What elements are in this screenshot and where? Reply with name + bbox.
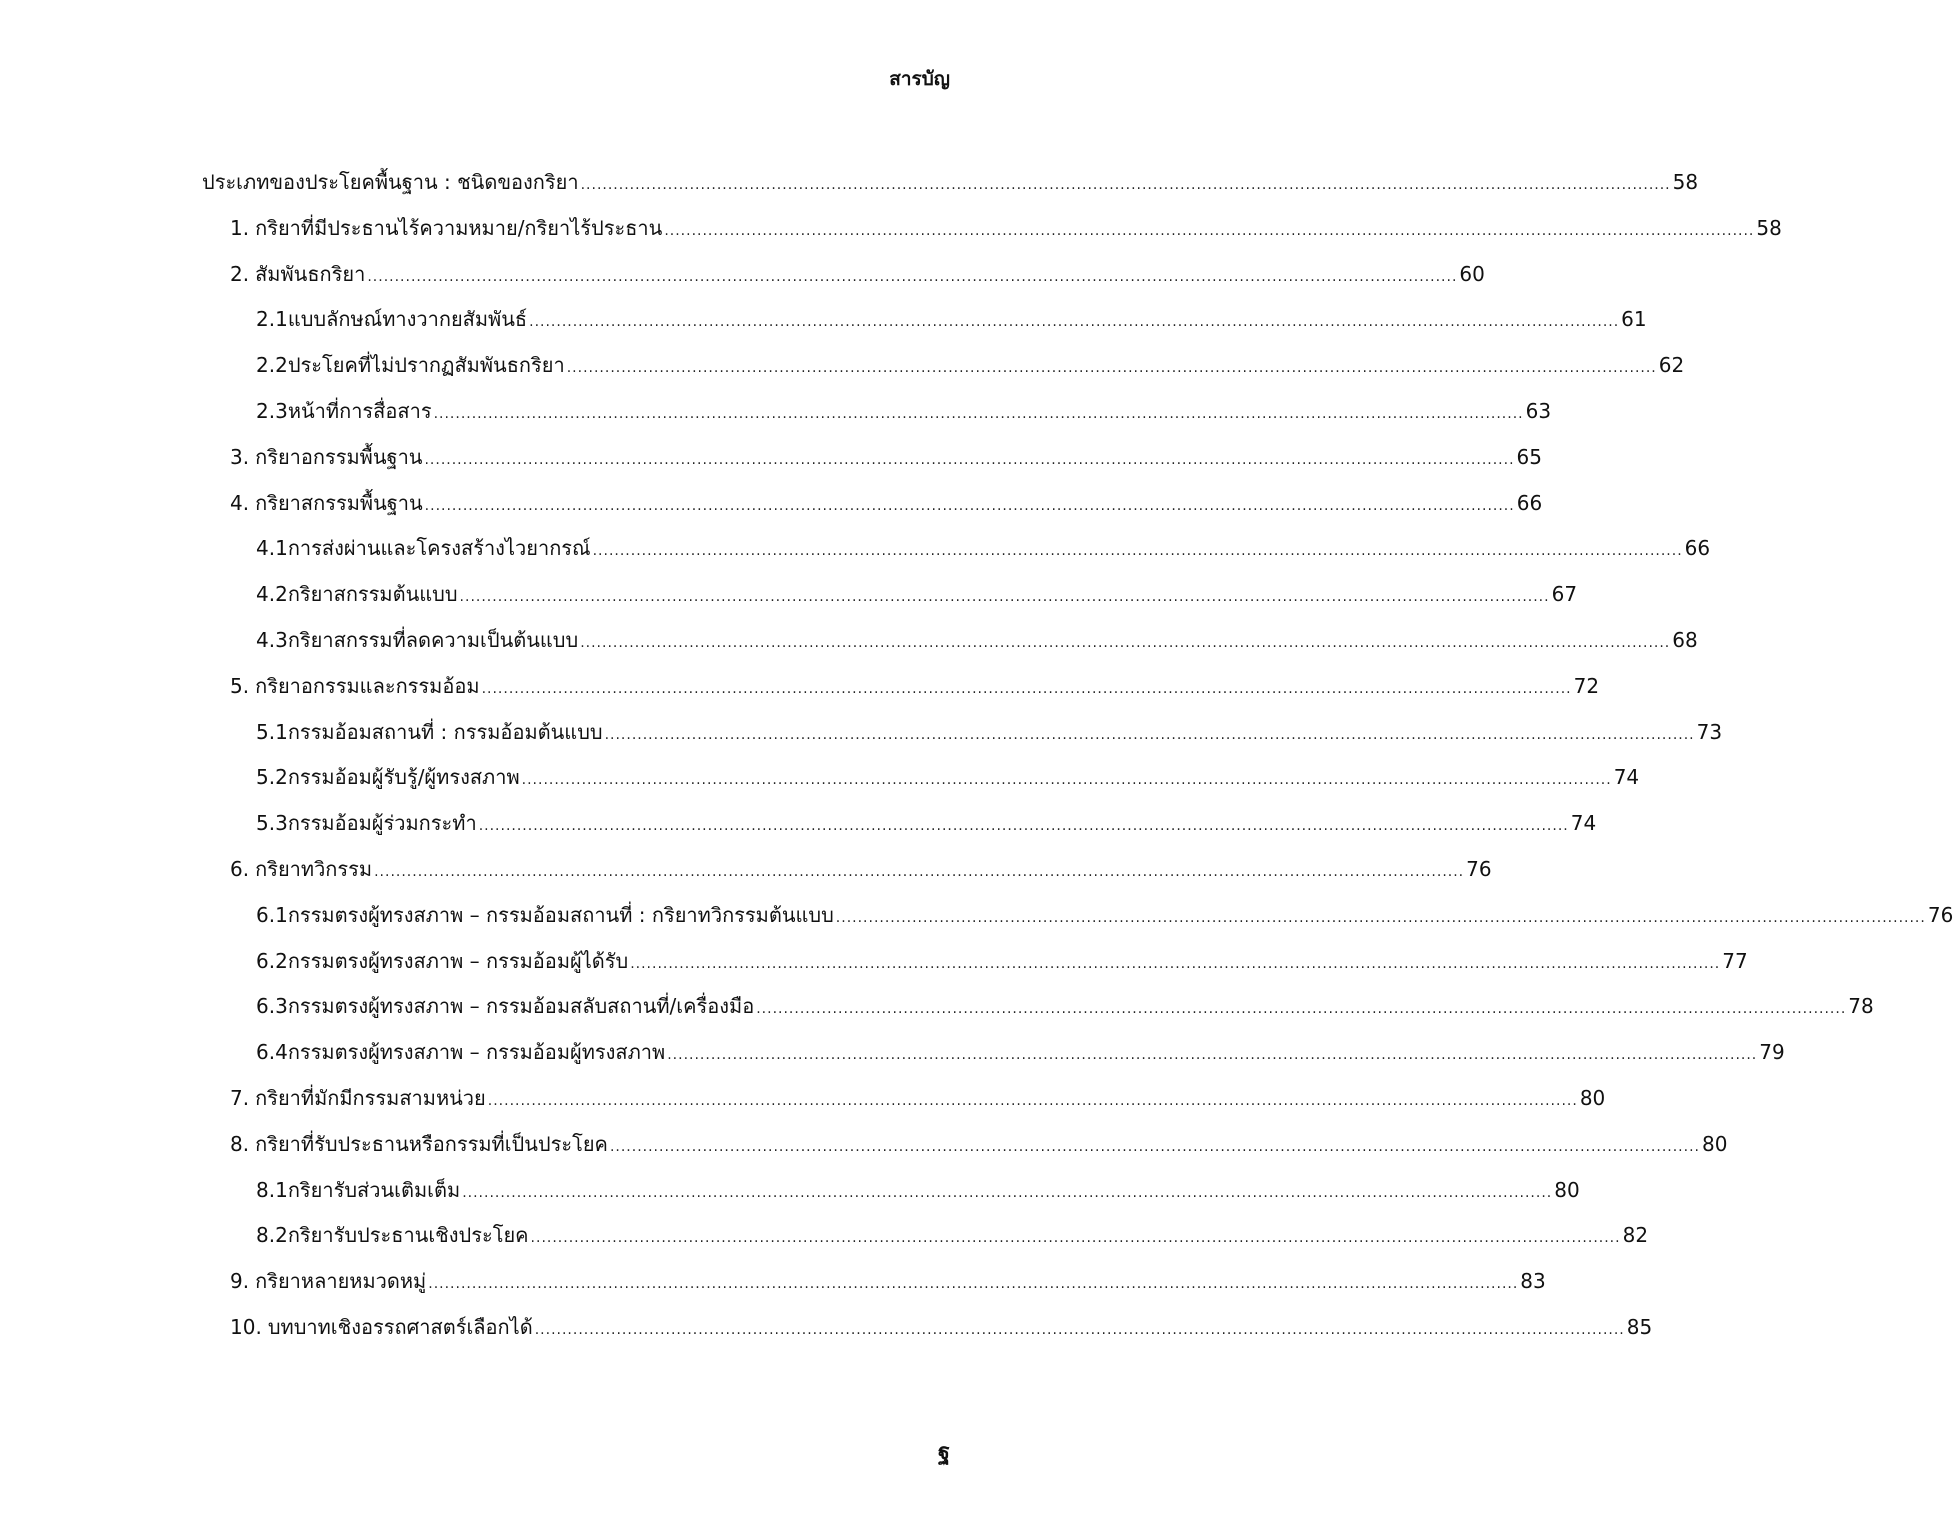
toc-leader-dots: ........................................................................................................................................................................................................	[664, 223, 1755, 239]
toc-entry[interactable]	[230, 483, 1543, 523]
toc-leader-dots: ........................................................................................................................................................................................................	[459, 589, 1550, 605]
toc-entry-page: 58	[1672, 170, 1699, 194]
toc-entry-number: 2.	[230, 262, 250, 286]
toc-leader-dots: ........................................................................................................................................................................................................	[487, 1093, 1578, 1109]
toc-entry-page: 72	[1573, 674, 1600, 698]
toc-entry-title: กรรมตรงผู้ทรงสภาพ – กรรมอ้อมสลับสถานที่/เครื่องมือ	[287, 994, 755, 1018]
toc-entry-page: 76	[1466, 857, 1492, 881]
toc-leader-dots: ........................................................................................................................................................................................................	[580, 635, 1671, 651]
toc-entry-page: 78	[1848, 994, 1874, 1018]
toc-leader-dots: ........................................................................................................................................................................................................	[521, 772, 1612, 788]
toc-entry[interactable]	[230, 666, 1600, 706]
toc-entry-number: 8.2	[256, 1223, 288, 1247]
toc-leader-dots: ........................................................................................................................................................................................................	[367, 269, 1458, 285]
toc-entry-number: 5.2	[256, 765, 288, 789]
toc-entry-page: 65	[1516, 445, 1542, 469]
toc-entry-title: กริยารับส่วนเติมเต็ม	[287, 1178, 461, 1202]
toc-entry-number: 7.	[230, 1086, 250, 1110]
toc-entry-title: กริยาทวิกรรม	[255, 857, 373, 881]
toc-leader-dots: ........................................................................................................................................................................................................	[566, 360, 1657, 376]
toc-entry-page: 80	[1579, 1086, 1606, 1110]
toc-entry-number: 2.1	[256, 307, 288, 331]
toc-entry[interactable]	[230, 1307, 1653, 1347]
toc-entry[interactable]	[256, 895, 1953, 935]
toc-entry-title: กริยาที่มักมีกรรมสามหน่วย	[255, 1086, 486, 1110]
toc-entry-page: 79	[1759, 1040, 1785, 1064]
toc-entry-title: กรรมตรงผู้ทรงสภาพ – กรรมอ้อมผู้ได้รับ	[287, 949, 629, 973]
page-title: สารบัญ	[889, 68, 950, 90]
toc-entry-title: กริยาสกรรมพื้นฐาน	[255, 491, 423, 515]
toc-entry-title: กริยาสกรรมต้นแบบ	[287, 582, 458, 606]
toc-entry[interactable]	[256, 803, 1597, 843]
toc-entry[interactable]	[256, 712, 1723, 752]
toc-entry-title: แบบลักษณ์ทางวากยสัมพันธ์	[287, 307, 528, 331]
toc-entry-title: สัมพันธกริยา	[255, 262, 366, 286]
toc-entry[interactable]	[256, 391, 1552, 431]
toc-entry-page: 61	[1621, 307, 1647, 331]
toc-entry[interactable]	[202, 162, 1699, 202]
toc-entry[interactable]	[230, 437, 1542, 477]
toc-entry-number: 4.1	[256, 536, 288, 560]
toc-leader-dots: ........................................................................................................................................................................................................	[424, 452, 1515, 468]
toc-entry-number: 9.	[230, 1269, 250, 1293]
toc-leader-dots: ........................................................................................................................................................................................................	[835, 910, 1926, 926]
toc-leader-dots: ........................................................................................................................................................................................................	[529, 314, 1620, 330]
toc-leader-dots: ........................................................................................................................................................................................................	[478, 818, 1569, 834]
toc-entry-number: 5.	[230, 674, 250, 698]
toc-entry-title: กรรมอ้อมสถานที่ : กรรมอ้อมต้นแบบ	[287, 720, 603, 744]
toc-entry-number: 6.3	[256, 994, 288, 1018]
toc-entry-number: 5.1	[256, 720, 288, 744]
toc-entry-page: 60	[1459, 262, 1485, 286]
toc-entry-title: กริยาที่รับประธานหรือกรรมที่เป็นประโยค	[255, 1132, 608, 1156]
toc-entry-page: 80	[1554, 1178, 1580, 1202]
toc-entry-title: กริยารับประธานเชิงประโยค	[287, 1223, 529, 1247]
toc-entry-title: กริยาอกรรมและกรรมอ้อม	[255, 674, 480, 698]
toc-entry-number: 6.	[230, 857, 250, 881]
toc-entry-page: 85	[1626, 1315, 1653, 1339]
toc-entry[interactable]	[256, 757, 1640, 797]
toc-leader-dots: ........................................................................................................................................................................................................	[481, 681, 1572, 697]
toc-leader-dots: ........................................................................................................................................................................................................	[428, 1276, 1519, 1292]
toc-entry-page: 83	[1520, 1269, 1546, 1293]
toc-entry-number: 10.	[230, 1315, 262, 1339]
toc-entry-title: กรรมตรงผู้ทรงสภาพ – กรรมอ้อมผู้ทรงสภาพ	[287, 1040, 666, 1064]
toc-entry[interactable]	[230, 1261, 1546, 1301]
toc-entry-page: 76	[1927, 903, 1953, 927]
toc-entry-title: บทบาทเชิงอรรถศาสตร์เลือกได้	[267, 1315, 533, 1339]
toc-entry-number: 4.3	[256, 628, 288, 652]
toc-entry-title: ประโยคที่ไม่ปรากฏสัมพันธกริยา	[287, 353, 565, 377]
toc-entry-number: 2.2	[256, 353, 288, 377]
toc-entry-page: 66	[1684, 536, 1711, 560]
toc-entry-page: 80	[1701, 1132, 1728, 1156]
toc-entry-title: การส่งผ่านและโครงสร้างไวยากรณ์	[287, 536, 591, 560]
toc-entry-number: 6.2	[256, 949, 288, 973]
toc-entry[interactable]	[230, 1078, 1606, 1118]
toc-entry-page: 66	[1516, 491, 1543, 515]
toc-leader-dots: ........................................................................................................................................................................................................	[604, 727, 1695, 743]
toc-entry-number: 5.3	[256, 811, 288, 835]
toc-leader-dots: ........................................................................................................................................................................................................	[630, 956, 1721, 972]
toc-leader-dots: ........................................................................................................................................................................................................	[374, 864, 1465, 880]
toc-entry[interactable]	[256, 574, 1578, 614]
toc-entry-number: 4.	[230, 491, 250, 515]
toc-entry-number: 8.1	[256, 1178, 288, 1202]
toc-leader-dots: ........................................................................................................................................................................................................	[424, 498, 1515, 514]
toc-entry-page: 62	[1658, 353, 1685, 377]
toc-entry-number: 3.	[230, 445, 250, 469]
toc-entry[interactable]	[256, 1215, 1649, 1255]
toc-entry[interactable]	[256, 299, 1647, 339]
toc-entry-title: กริยาหลายหมวดหมู่	[255, 1269, 427, 1293]
toc-leader-dots: ........................................................................................................................................................................................................	[534, 1322, 1625, 1338]
toc-entry-title: กริยาอกรรมพื้นฐาน	[255, 445, 423, 469]
toc-leader-dots: ........................................................................................................................................................................................................	[667, 1047, 1758, 1063]
toc-entry[interactable]	[230, 254, 1485, 294]
toc-entry[interactable]	[256, 1170, 1580, 1210]
toc-entry-title: กรรมอ้อมผู้รับรู้/ผู้ทรงสภาพ	[287, 765, 520, 789]
toc-entry-page: 77	[1722, 949, 1748, 973]
toc-entry-page: 58	[1756, 216, 1782, 240]
toc-entry-title: หน้าที่การสื่อสาร	[287, 399, 432, 423]
toc-entry[interactable]	[256, 1032, 1785, 1072]
toc-entry-title: กริยาที่มีประธานไร้ความหมาย/กริยาไร้ประธาน	[255, 216, 663, 240]
toc-entry-number: 8.	[230, 1132, 250, 1156]
toc-entry[interactable]	[256, 620, 1698, 660]
toc-entry[interactable]	[256, 345, 1685, 385]
toc-entry-number: 1.	[230, 216, 250, 240]
toc-leader-dots: ........................................................................................................................................................................................................	[592, 543, 1683, 559]
toc-entry-number: 4.2	[256, 582, 288, 606]
toc-entry[interactable]	[230, 208, 1782, 248]
toc-entry[interactable]	[256, 986, 1874, 1026]
toc-entry-number: 6.1	[256, 903, 288, 927]
toc-entry-number: 6.4	[256, 1040, 288, 1064]
toc-leader-dots: ........................................................................................................................................................................................................	[433, 406, 1524, 422]
toc-entry-page: 74	[1570, 811, 1597, 835]
toc-entry-title: กรรมอ้อมผู้ร่วมกระทำ	[287, 811, 477, 835]
toc-leader-dots: ........................................................................................................................................................................................................	[462, 1185, 1553, 1201]
toc-leader-dots: ........................................................................................................................................................................................................	[530, 1230, 1621, 1246]
toc-entry-page: 63	[1525, 399, 1552, 423]
toc-entry-page: 82	[1622, 1223, 1649, 1247]
toc-leader-dots: ........................................................................................................................................................................................................	[580, 177, 1671, 193]
page-number: ฐ	[937, 1440, 950, 1465]
toc-leader-dots: ........................................................................................................................................................................................................	[609, 1139, 1700, 1155]
toc-entry-title: กริยาสกรรมที่ลดความเป็นต้นแบบ	[287, 628, 579, 652]
toc-entry[interactable]	[256, 941, 1748, 981]
toc-entry-page: 68	[1672, 628, 1698, 652]
toc-entry-title: กรรมตรงผู้ทรงสภาพ – กรรมอ้อมสถานที่ : กริยาทวิกรรมต้นแบบ	[287, 903, 834, 927]
toc-entry-page: 74	[1613, 765, 1640, 789]
toc-leader-dots: ........................................................................................................................................................................................................	[756, 1001, 1847, 1017]
toc-entry-page: 73	[1696, 720, 1723, 744]
toc-entry-title: ประเภทของประโยคพื้นฐาน : ชนิดของกริยา	[202, 170, 579, 194]
toc-entry[interactable]	[230, 1124, 1728, 1164]
toc-entry[interactable]	[256, 528, 1711, 568]
toc-entry-page: 67	[1551, 582, 1578, 606]
toc-entry-number: 2.3	[256, 399, 288, 423]
toc-entry[interactable]	[230, 849, 1492, 889]
